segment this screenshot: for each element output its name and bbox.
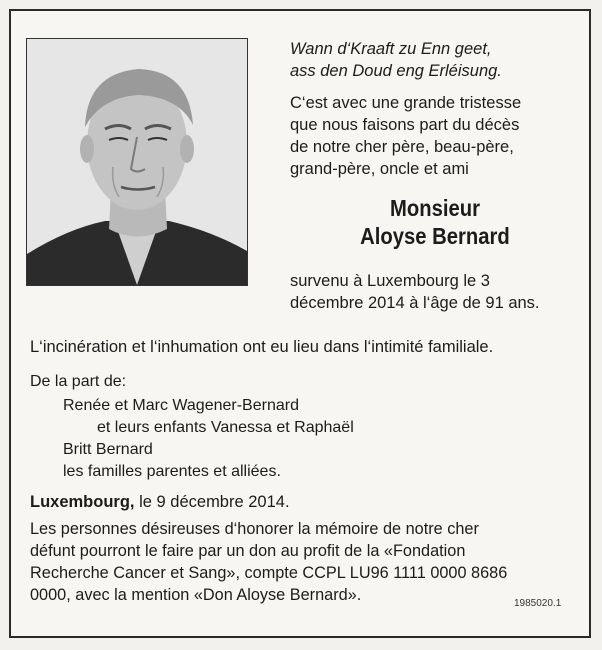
reference-number: 1985020.1 — [514, 598, 562, 609]
deceased-name-block — [307, 194, 562, 250]
deceased-name: Aloyse Bernard — [360, 223, 510, 249]
donation-line: Les personnes désireuses d‘honorer la mémoire de notre cher — [30, 520, 479, 538]
death-details-line: décembre 2014 à l‘âge de 91 ans. — [290, 294, 540, 312]
donation-notice — [30, 518, 507, 606]
family-member: Renée et Marc Wagener-Bernard — [63, 397, 299, 414]
ceremony-note: L‘incinération et l‘inhumation ont eu lieu dans l‘intimité familiale. — [30, 338, 494, 356]
portrait-photo — [26, 38, 248, 286]
family-member: les familles parentes et alliées. — [63, 463, 281, 480]
intro-line: grand-père, oncle et ami — [290, 160, 469, 178]
dateline-place: Luxembourg, — [30, 493, 135, 511]
death-details-line: survenu à Luxembourg le 3 — [290, 272, 490, 290]
donation-line: Recherche Cancer et Sang», compte CCPL LU96 1111 0000 8686 — [30, 564, 508, 582]
donation-line: 0000, avec la mention «Don Aloyse Bernard». — [30, 586, 362, 604]
family-member: Britt Bernard — [63, 441, 153, 458]
family-member: et leurs enfants Vanessa et Raphaël — [97, 419, 354, 436]
dateline-date: le 9 décembre 2014. — [134, 493, 290, 511]
announcement-intro — [290, 92, 521, 180]
family-list — [63, 395, 354, 483]
intro-line: que nous faisons part du décès — [290, 116, 520, 134]
family-label: De la part de: — [30, 373, 127, 390]
honorific: Monsieur — [390, 195, 480, 221]
dateline — [30, 491, 290, 513]
motto-line: Wann d‘Kraaft zu Enn geet, — [290, 40, 492, 58]
donation-line: défunt pourront le faire par un don au profit de la «Fondation — [30, 542, 466, 560]
death-details — [290, 270, 540, 314]
intro-line: C‘est avec une grande tristesse — [290, 94, 522, 112]
intro-line: de notre cher père, beau-père, — [290, 138, 514, 156]
motto-line: ass den Doud eng Erléisung. — [290, 62, 502, 80]
motto — [290, 38, 502, 82]
